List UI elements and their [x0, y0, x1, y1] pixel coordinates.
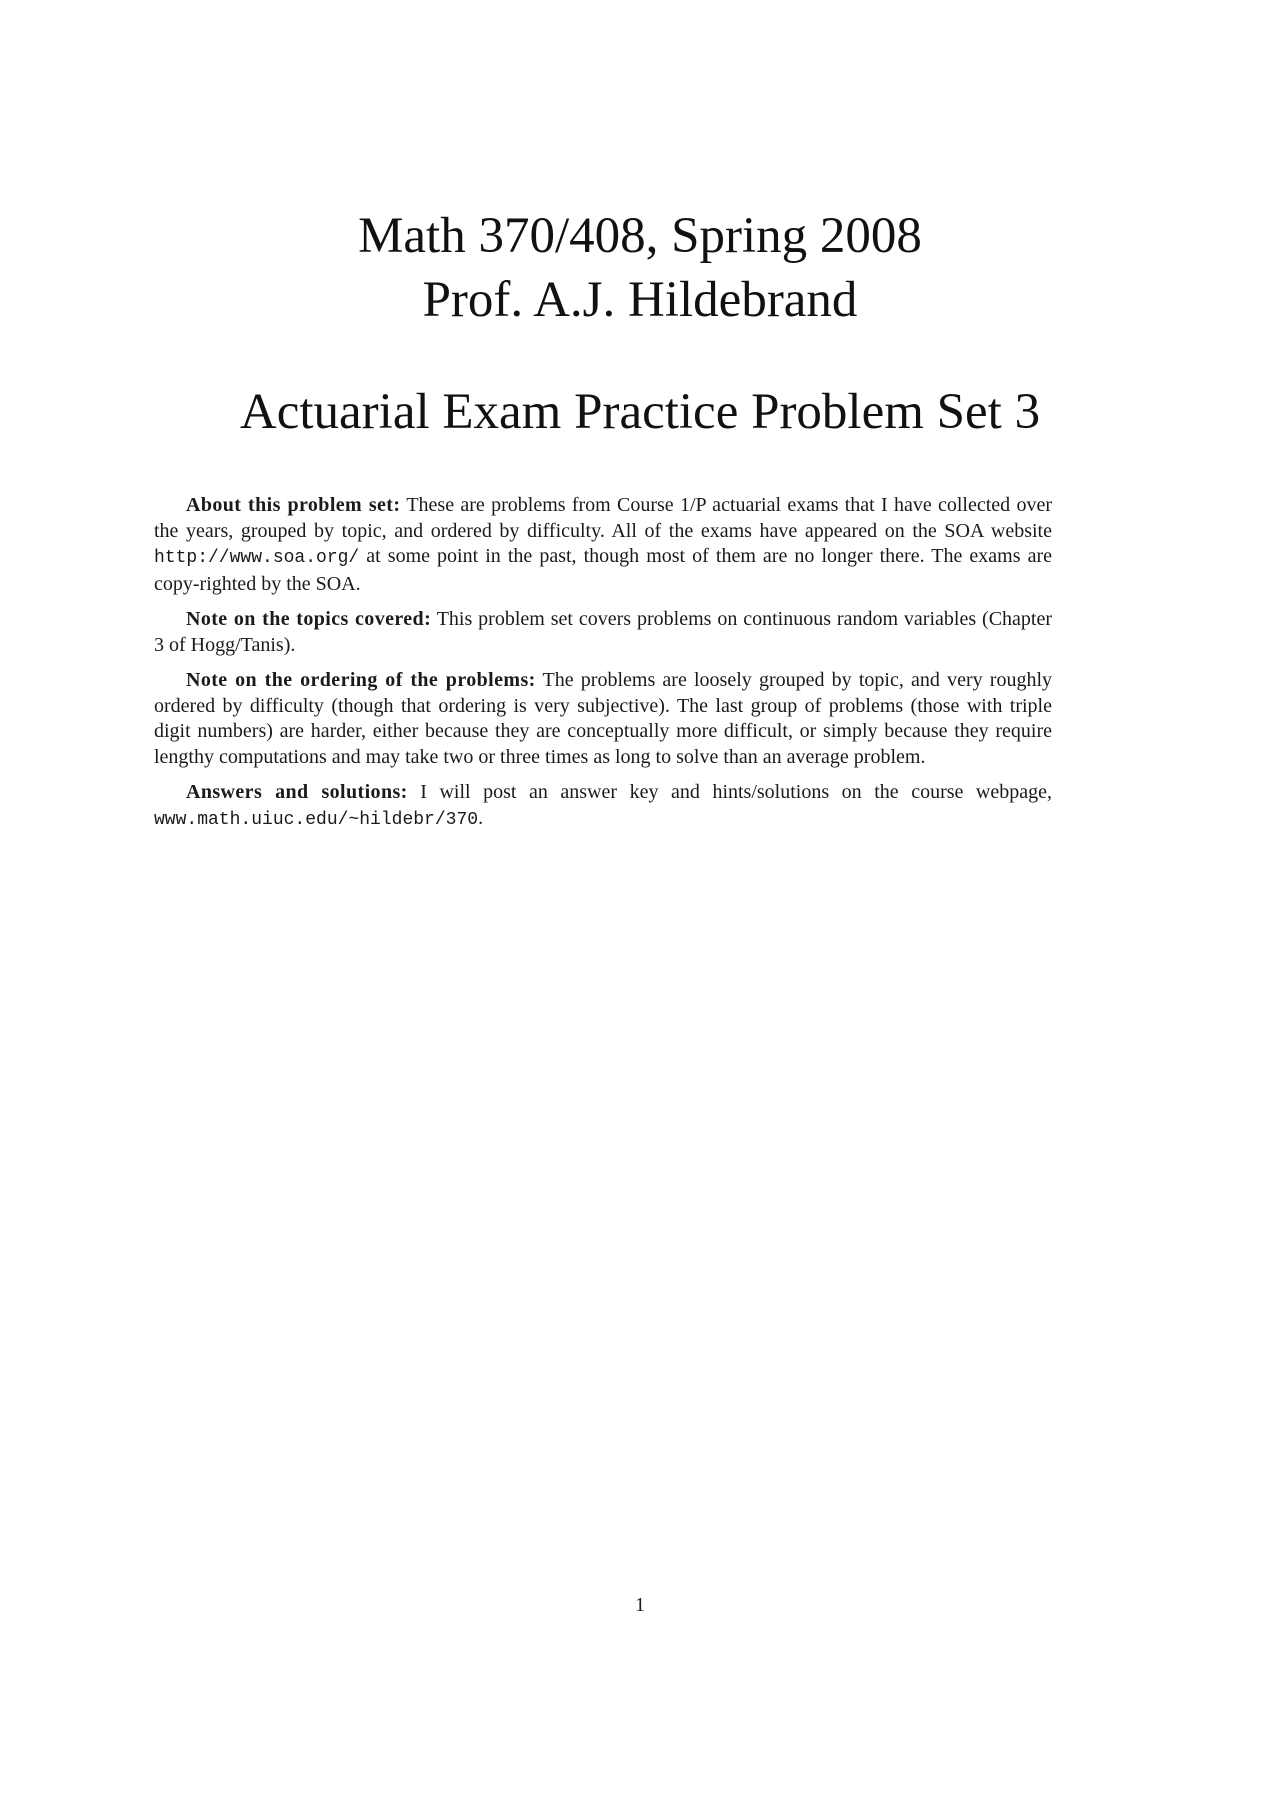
- topics-lead: Note on the topics covered:: [186, 608, 432, 630]
- instructor-name: Prof. A.J. Hildebrand: [422, 272, 858, 328]
- ordering-paragraph: [154, 668, 1052, 770]
- answers-paragraph: [154, 780, 1052, 833]
- topics-paragraph: [154, 607, 1052, 658]
- about-paragraph: [154, 493, 1052, 597]
- about-lead: About this problem set:: [186, 494, 401, 516]
- answers-text-1: I will post an answer key and hints/solutions on the course webpage,: [407, 781, 1053, 803]
- answers-lead: Answers and solutions:: [186, 781, 408, 803]
- page-number: 1: [635, 1594, 645, 1616]
- intro-section: [154, 493, 1052, 843]
- course-webpage-link[interactable]: www.math.uiuc.edu/~hildebr/370: [154, 809, 479, 830]
- topics-text: This problem set covers problems on continuous random variables (Chapter 3 of Hogg/Tanis).: [154, 608, 1053, 656]
- soa-url-link[interactable]: http://www.soa.org/: [154, 548, 360, 568]
- course-title: Math 370/408, Spring 2008: [358, 208, 922, 264]
- ordering-lead: Note on the ordering of the problems:: [186, 669, 536, 691]
- answers-text-2: .: [478, 806, 484, 829]
- about-text-1: These are problems from Course 1/P actuarial exams that I have collected over the years, grouped by topic, and ordered by difficulty. All of the exams have appeared on the SOA website: [154, 494, 1053, 542]
- ordering-text: The problems are loosely grouped by topic, and very roughly ordered by difficulty (though that ordering is very subjective). The last group of problems (those with triple digit numbers) are harder, either because they are conceptually more difficult, or simply because they require lengthy computations and may take two or three times as long to solve than an average problem.: [154, 669, 1053, 768]
- problem-set-title: Actuarial Exam Practice Problem Set 3: [239, 384, 1041, 440]
- about-text-2: at some point in the past, though most of them are no longer there. The exams are copy-righted by the SOA.: [154, 545, 1052, 595]
